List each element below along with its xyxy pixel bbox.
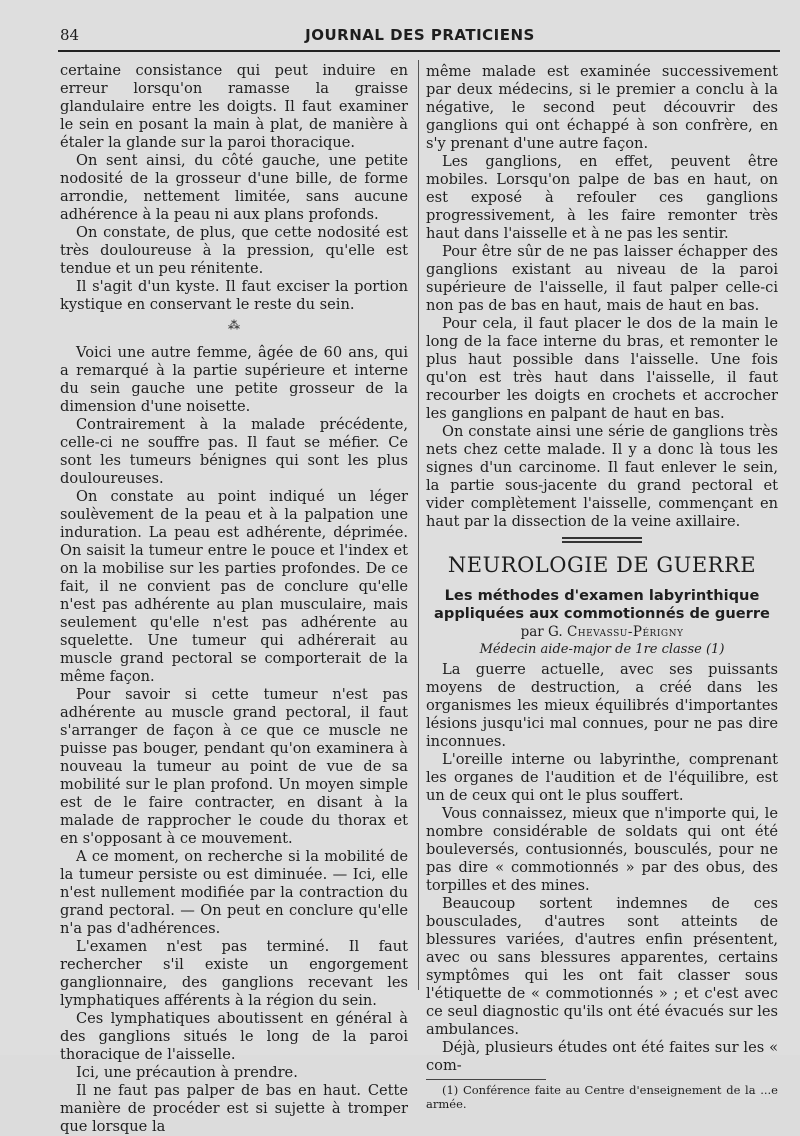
paragraph: Ici, une précaution à prendre. bbox=[76, 1064, 298, 1081]
right-column bbox=[426, 63, 778, 1111]
paragraph: même malade est examinée successivement par deux médecins, si le premier a conclu à la négative, le second peut découvrir des ganglions qui ont échappé à son confrère, en s'y prenant d'une autre façon. bbox=[426, 63, 778, 152]
paragraph: Ces lymphatiques aboutissent en général à des ganglions situés le long de la paroi thoracique de l'aisselle. bbox=[60, 1010, 408, 1063]
paragraph: certaine consistance qui peut induire en erreur lorsqu'on ramasse la graisse glandulaire entre les doigts. Il faut examiner le sein en posant la main à plat, de manière à étaler la glande sur la paroi thoracique. bbox=[60, 62, 408, 151]
paragraph: Il s'agit d'un kyste. Il faut exciser la portion kystique en conservant le reste du sein. bbox=[60, 278, 408, 313]
paragraph: La guerre actuelle, avec ses puissants moyens de destruction, a créé dans les organismes les mieux équilibrés d'importantes lésions jusqu'ici mal connues, pour ne pas dire inconnues. bbox=[426, 661, 778, 750]
paragraph: Déjà, plusieurs études ont été faites sur les « com- bbox=[426, 1039, 778, 1074]
page-number: 84 bbox=[60, 26, 80, 44]
header-rule bbox=[58, 50, 780, 52]
paragraph: Les ganglions, en effet, peuvent être mobiles. Lorsqu'on palpe de bas en haut, on est exposé à refouler ces ganglions progressivement, à les faire remonter très haut dans l'aisselle et à ne pas les sentir. bbox=[426, 153, 778, 242]
paragraph: On constate au point indiqué un léger soulèvement de la peau et à la palpation une induration. La peau est adhérente, déprimée. On saisit la tumeur entre le pouce et l'index et on la mobilise sur les parties profondes. De ce fait, il ne convient pas de conclure qu'elle n'est pas adhérente au plan musculaire, mais seulement qu'elle n'est pas adhérente au squelette. Une tumeur qui adhérerait au muscle grand pectoral se comporterait de la même façon. bbox=[60, 488, 408, 685]
article-title-line-1: Les méthodes d'examen labyrinthique bbox=[444, 587, 760, 604]
asterism-separator: ⁂ bbox=[228, 318, 240, 332]
paragraph: A ce moment, on recherche si la mobilité de la tumeur persiste ou est diminuée. — Ici, elle n'est nullement modifiée par la contraction du grand pectoral. — On peut en conclure qu'elle n'a pas d'adhérences. bbox=[60, 848, 408, 937]
paragraph: Pour cela, il faut placer le dos de la main le long de la face interne du bras, et remonter le plus haut possible dans l'aisselle. Une fois qu'on est très haut dans l'aisselle, il faut recourber les doigts en crochets et accrocher les ganglions en palpant de haut en bas. bbox=[426, 315, 778, 422]
paragraph: Pour savoir si cette tumeur n'est pas adhérente au muscle grand pectoral, il faut s'arranger de façon à ce que ce muscle ne puisse pas bouger, pendant qu'on examinera à nouveau la tumeur au point de vue de sa mobilité sur le plan profond. Un moyen simple est de le faire contracter, en disant à la malade de rapprocher le coude du thorax et en s'opposant à ce mouvement. bbox=[60, 686, 408, 847]
section-separator bbox=[562, 537, 642, 543]
paragraph: Il ne faut pas palper de bas en haut. Cette manière de procéder est si sujette à tromper que lorsque la bbox=[60, 1082, 408, 1135]
paragraph: Pour être sûr de ne pas laisser échapper des ganglions existant au niveau de la paroi supérieure de l'aisselle, il faut palper celle-ci non pas de bas en haut, mais de haut en bas. bbox=[426, 243, 778, 314]
section-title: NEUROLOGIE DE GUERRE bbox=[447, 553, 757, 577]
footnote-rule bbox=[426, 1079, 546, 1080]
paragraph: Vous connaissez, mieux que n'importe qui, le nombre considérable de soldats qui ont été bouleversés, contusionnés, bousculés, pour ne pas dire « commotionnés » par des obus, des torpilles et des mines. bbox=[426, 805, 778, 894]
journal-title: JOURNAL DES PRATICIENS bbox=[305, 26, 535, 44]
paragraph: On sent ainsi, du côté gauche, une petite nodosité de la grosseur d'une bille, de forme arrondie, nettement limitée, sans aucune adhérence à la peau ni aux plans profonds. bbox=[60, 152, 408, 223]
paragraph: Voici une autre femme, âgée de 60 ans, qui a remarqué à la partie supérieure et interne du sein gauche une petite grosseur de la dimension d'une noisette. bbox=[60, 344, 408, 415]
author-name: Chevassu-Périgny bbox=[566, 624, 684, 640]
byline bbox=[426, 623, 778, 641]
article-title-line-2: appliquées aux commotionnés de guerre bbox=[434, 605, 770, 622]
paragraph: On constate, de plus, que cette nodosité est très douloureuse à la pression, qu'elle est tendue et un peu rénitente. bbox=[60, 224, 408, 277]
column-divider bbox=[418, 60, 419, 990]
byline-prefix: par G. bbox=[520, 624, 563, 640]
paragraph: L'examen n'est pas terminé. Il faut rechercher s'il existe un engorgement ganglionnaire, des ganglions recevant les lymphatiques afférents à la région du sein. bbox=[60, 938, 408, 1009]
paragraph: Contrairement à la malade précédente, celle-ci ne souffre pas. Il faut se méfier. Ce sont les tumeurs bénignes qui sont les plus douloureuses. bbox=[60, 416, 408, 487]
page-header bbox=[60, 22, 780, 48]
footnote: (1) Conférence faite au Centre d'enseignement de la ...e armée. bbox=[426, 1083, 778, 1111]
paragraph: L'oreille interne ou labyrinthe, comprenant les organes de l'audition et de l'équilibre, est un de ceux qui ont le plus souffert. bbox=[426, 751, 778, 804]
author-affiliation: Médecin aide-major de 1re classe (1) bbox=[479, 642, 725, 657]
left-column bbox=[60, 62, 408, 1136]
paragraph: Beaucoup sortent indemnes de ces bousculades, d'autres sont atteints de blessures variées, d'autres enfin présentent, avec ou sans blessures apparentes, certains symptômes qui les ont fait classer sous l'étiquette de « commotionnés » ; et c'est avec ce seul diagnostic qu'ils ont été évacués sur les ambulances. bbox=[426, 895, 778, 1038]
paragraph: On constate ainsi une série de ganglions très nets chez cette malade. Il y a donc là tous les signes d'un carcinome. Il faut enlever le sein, la partie sous-jacente du grand pectoral et vider complètement l'aisselle, commençant en haut par la dissection de la veine axillaire. bbox=[426, 423, 778, 530]
